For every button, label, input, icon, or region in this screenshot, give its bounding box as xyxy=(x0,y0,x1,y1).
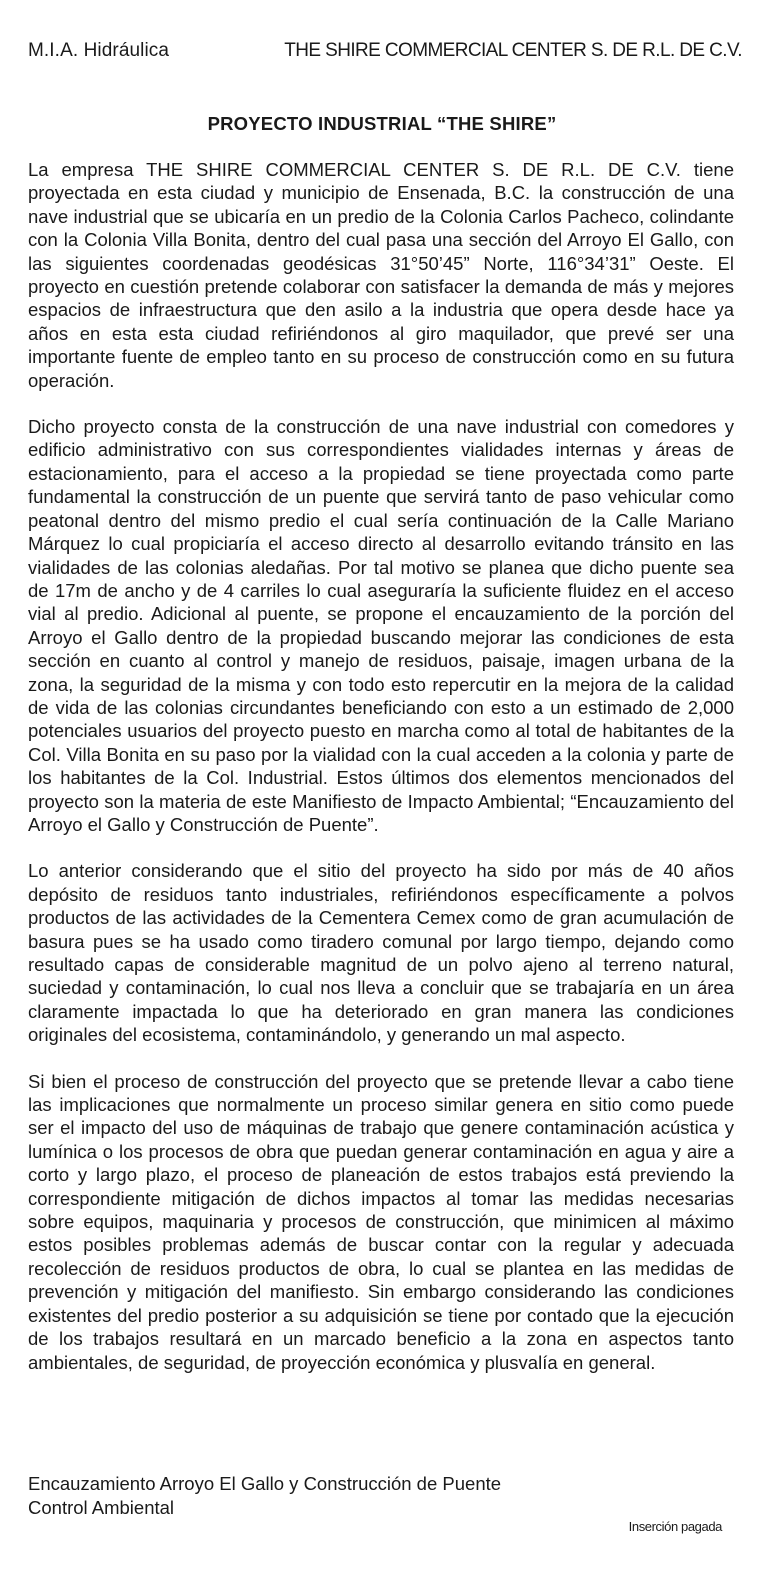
document-footer xyxy=(28,1472,501,1520)
page-header xyxy=(28,40,742,66)
paragraph-project-description: Dicho proyecto consta de la construcción de una nave industrial con comedores y edificio administrativo con sus correspondientes vialidades internas y áreas de estacionamiento, para el acceso a la propiedad se tiene proyectada como parte fundamental la construcción de un puente que servirá tanto de paso vehicular como peatonal dentro del mismo predio el cual sería continuación de la Calle Mariano Márquez lo cual propiciaría el acceso directo al desarrollo evitando tránsito en las vialidades de las colonias aledañas. Por tal motivo se planea que dicho puente sea de 17m de ancho y de 4 carriles lo cual aseguraría la suficiente fluidez en el acceso vial al predio. Adicional al puente, se propone el encauzamiento de la porción del Arroyo el Gallo dentro de la propiedad buscando mejorar las condiciones de esta sección en cuanto al control y manejo de residuos, paisaje, imagen urbana de la zona, la seguridad de la misma y con todo esto repercutir en la mejora de la calidad de vida de las colonias circundantes beneficiando con esto a un estimado de 2,000 potenciales usuarios del proyecto puesto en marcha como al total de habitantes de la Col. Villa Bonita en su paso por la vialidad con la cual acceden a la colonia y parte de los habitantes de la Col. Industrial. Estos últimos dos elementos mencionados del proyecto son la materia de este Manifiesto de Impacto Ambiental; “Encauzamiento del Arroyo el Gallo y Construcción de Puente”. xyxy=(28,416,734,835)
paragraph-site-condition: Lo anterior considerando que el sitio del proyecto ha sido por más de 40 años depósito de residuos tanto industriales, refiriéndonos específicamente a polvos productos de las actividades de la Cementera Cemex como de gran acumulación de basura pues se ha usado como tiradero comunal por largo tiempo, dejando como resultado capas de considerable magnitud de un polvo ajeno al terreno natural, suciedad y contaminación, lo cual nos lleva a concluir que se trabajaría en un área claramente impactada lo que ha deteriorado en gran manera las condiciones originales del ecosistema, contaminándolo, y generando un mal aspecto. xyxy=(28,860,734,1046)
paragraph-mitigation: Si bien el proceso de construcción del proyecto que se pretende llevar a cabo tiene las implicaciones que normalmente un proceso similar genera en sitio como puede ser el impacto del uso de máquinas de trabajo que genere contaminación acústica y lumínica o los procesos de obra que puedan generar contaminación en agua y aire a corto y largo plazo, el proceso de planeación de estos trabajos está previendo la correspondiente mitigación de dichos impactos al tomar las medidas necesarias sobre equipos, maquinaria y procesos de construcción, que minimicen al máximo estos posibles problemas además de buscar contar con la regular y adecuada recolección de residuos productos de obra, lo cual se plantea en las medidas de prevención y mitigación del manifiesto. Sin embargo considerando las condiciones existentes del predio posterior a su adquisición se tiene por contado que la ejecución de los trabajos resultará en un marcado beneficio a la zona en aspectos tanto ambientales, de seguridad, de proyección económica y plusvalía en general. xyxy=(28,1070,734,1373)
paragraph-intro: La empresa THE SHIRE COMMERCIAL CENTER S. DE R.L. DE C.V. tiene proyectada en esta ciudad y municipio de Ensenada, B.C. la construcción de una nave industrial que se ubicaría en un predio de la Colonia Carlos Pacheco, colindante con la Colonia Villa Bonita, dentro del cual pasa una sección del Arroyo El Gallo, con las siguientes coordenadas geodésicas 31°50’45” Norte, 116°34’31” Oeste. El proyecto en cuestión pretende colaborar con satisfacer la demanda de más y mejores espacios de infraestructura que den asilo a la industria que opera desde hace ya años en esta esta ciudad refiriéndonos al giro maquilador, que prevé ser una importante fuente de empleo tanto en su proceso de construcción como en su futura operación. xyxy=(28,159,734,391)
paid-insertion-note: Inserción pagada xyxy=(628,1519,722,1534)
header-author: M.I.A. Hidráulica xyxy=(28,40,170,61)
footer-project-name: Encauzamiento Arroyo El Gallo y Construcción de Puente xyxy=(28,1473,502,1494)
header-company: THE SHIRE COMMERCIAL CENTER S. DE R.L. DE C.V. xyxy=(284,40,742,61)
document-title: PROYECTO INDUSTRIAL “THE SHIRE” xyxy=(207,113,557,134)
document-body xyxy=(28,158,734,1397)
footer-department: Control Ambiental xyxy=(28,1497,175,1518)
